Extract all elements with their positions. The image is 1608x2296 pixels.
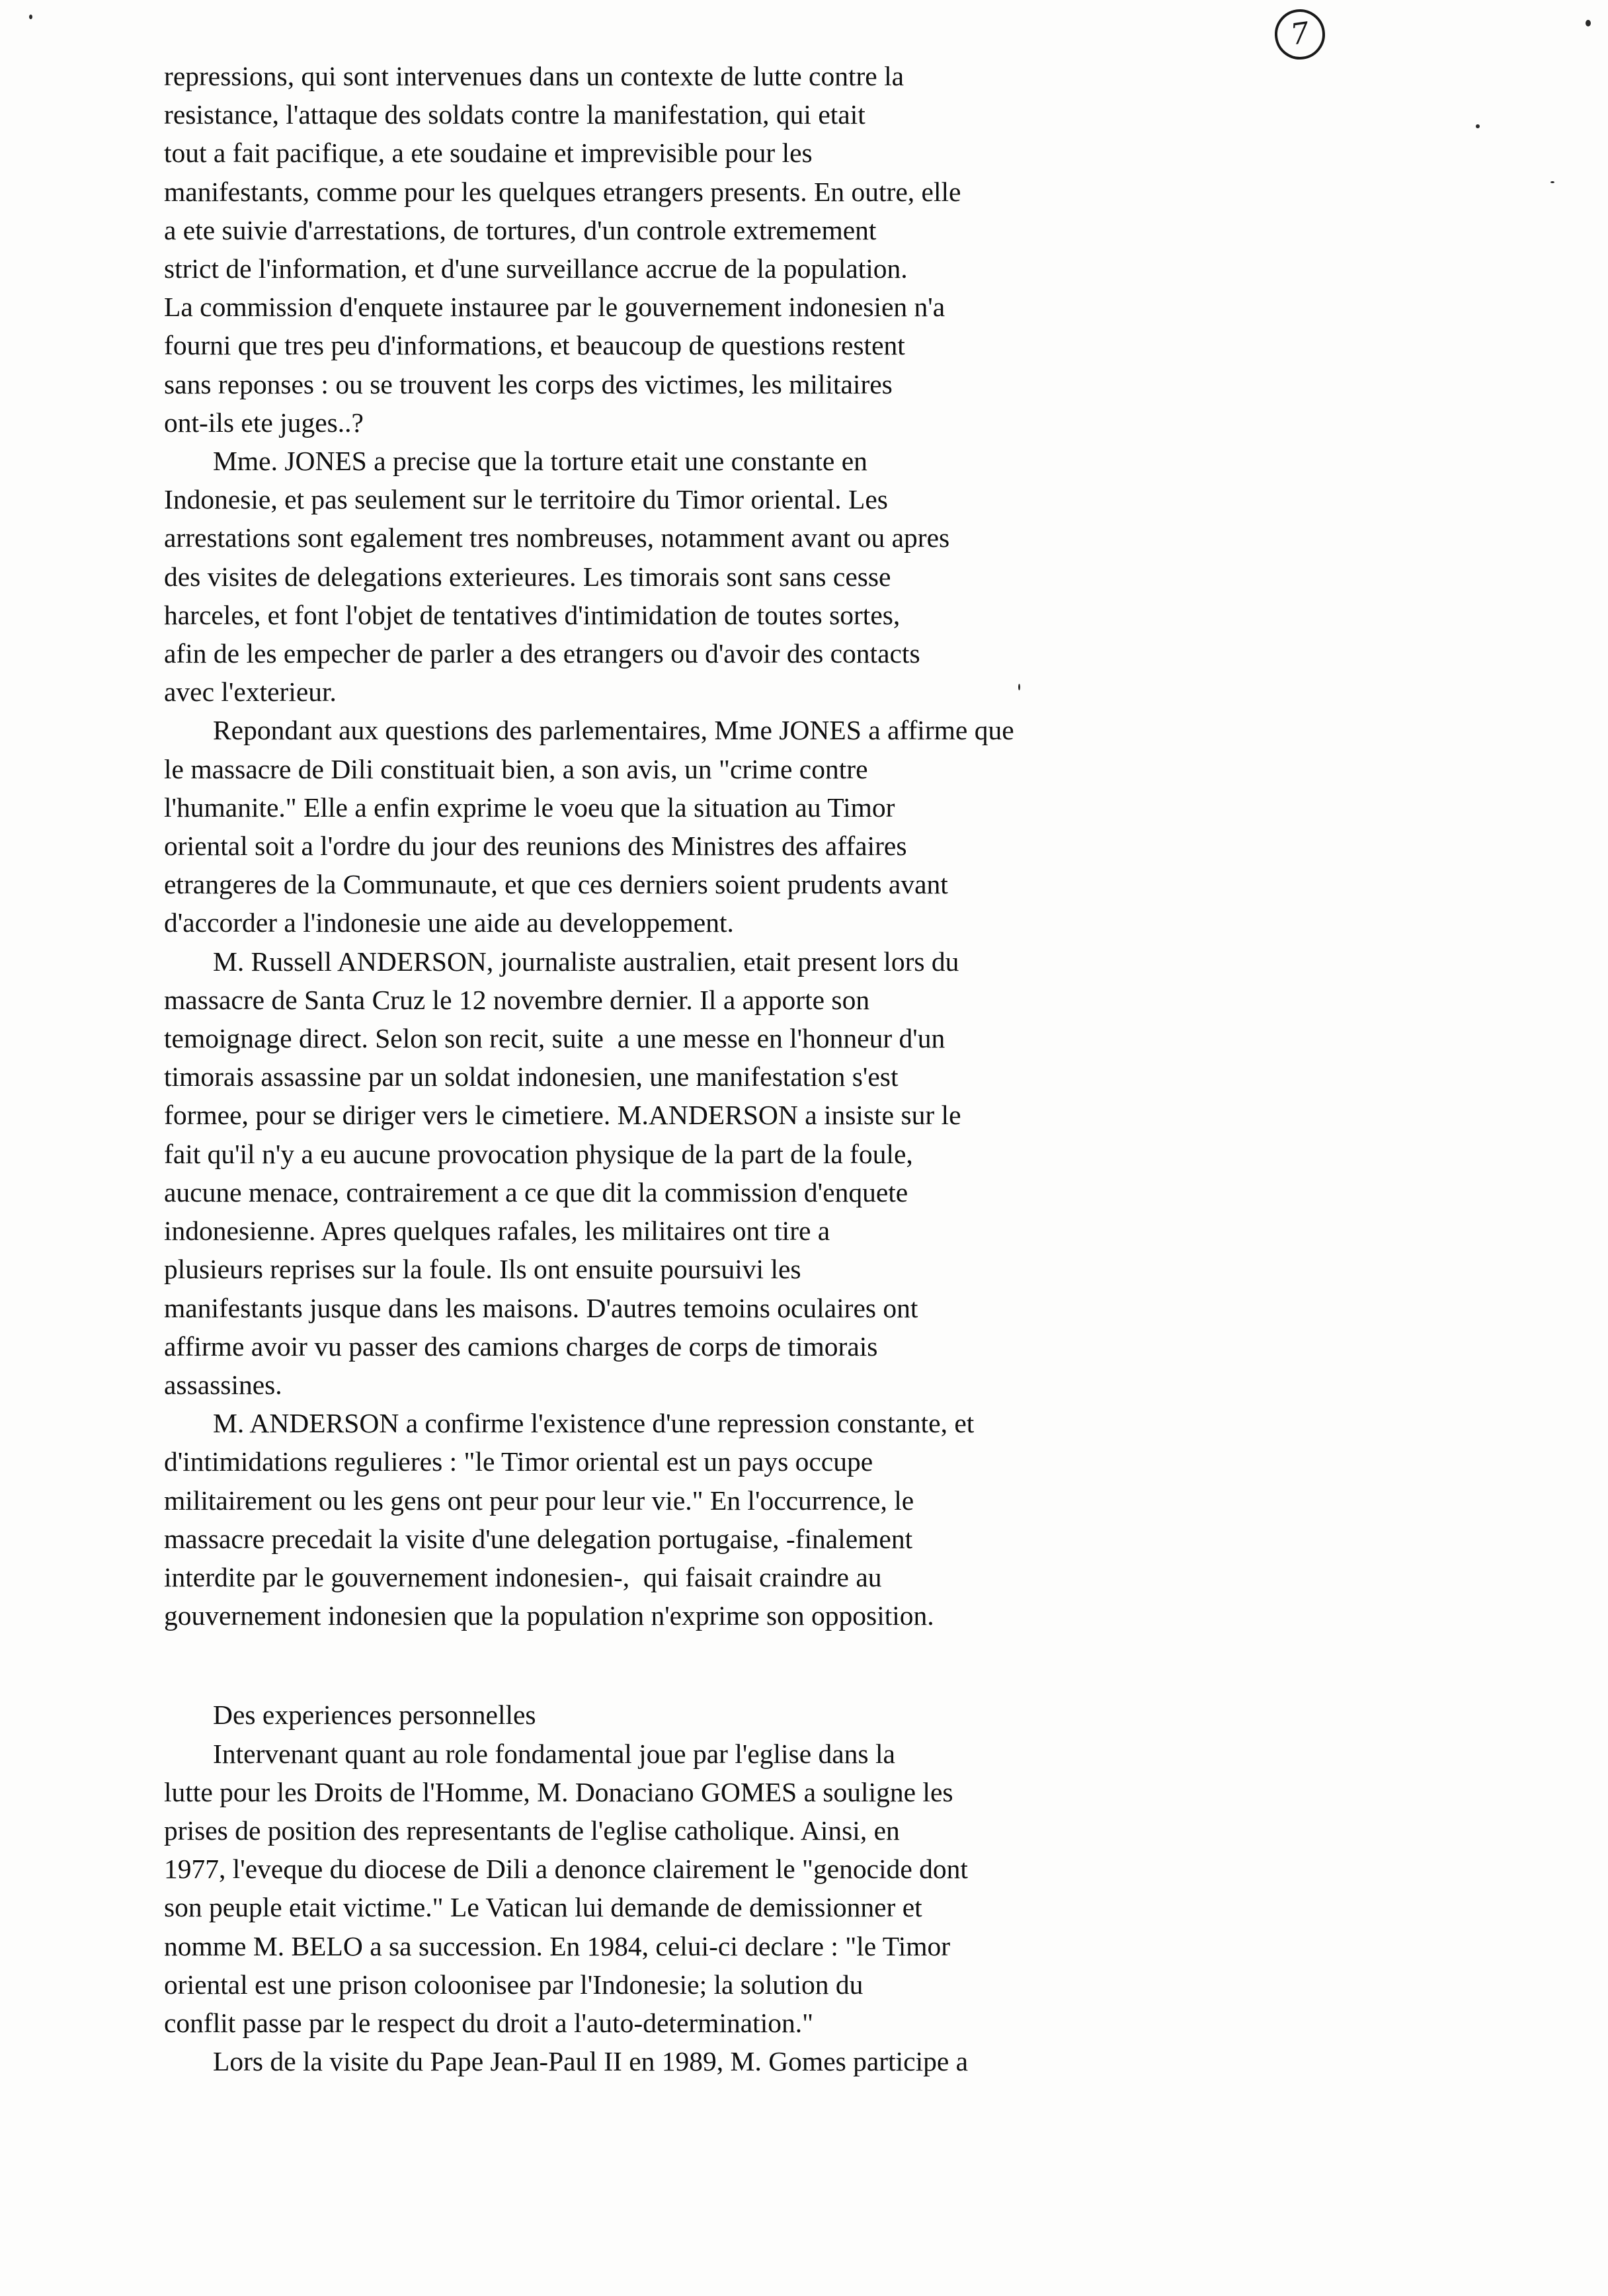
text-line: l'humanite." Elle a enfin exprime le voeu que la situation au Timor xyxy=(164,792,895,823)
text-line: a ete suivie d'arrestations, de tortures, d'un controle extremement xyxy=(164,214,877,245)
text-line: M. Russell ANDERSON, journaliste australien, etait present lors du xyxy=(213,946,959,977)
paragraph xyxy=(164,2042,1433,2080)
text-line: harceles, et font l'objet de tentatives d'intimidation de toutes sortes, xyxy=(164,599,901,630)
text-line: prises de position des representants de l'eglise catholique. Ainsi, en xyxy=(164,1815,900,1846)
text-line: Indonesie, et pas seulement sur le territoire du Timor oriental. Les xyxy=(164,484,888,515)
text-line: gouvernement indonesien que la population n'exprime son opposition. xyxy=(164,1600,934,1631)
paragraph xyxy=(164,711,1433,942)
text-line: le massacre de Dili constituait bien, a son avis, un "crime contre xyxy=(164,753,868,784)
text-line: nomme M. BELO a sa succession. En 1984, celui-ci declare : "le Timor xyxy=(164,1930,951,1961)
page-number: 7 xyxy=(1288,16,1312,52)
text-line: fait qu'il n'y a eu aucune provocation physique de la part de la foule, xyxy=(164,1138,913,1169)
text-line: tout a fait pacifique, a ete soudaine et imprevisible pour les xyxy=(164,138,813,169)
paragraph xyxy=(164,1404,1433,1635)
text-line: massacre de Santa Cruz le 12 novembre dernier. Il a apporte son xyxy=(164,984,870,1015)
text-line: oriental est une prison coloonisee par l'Indonesie; la solution du xyxy=(164,1969,864,2000)
text-line: d'accorder a l'indonesie une aide au developpement. xyxy=(164,907,734,938)
text-line: arrestations sont egalement tres nombreuses, notamment avant ou apres xyxy=(164,522,950,554)
text-line: timorais assassine par un soldat indonesien, une manifestation s'est xyxy=(164,1061,899,1092)
text-line: ont-ils ete juges..? xyxy=(164,407,364,438)
text-line: afin de les empecher de parler a des etrangers ou d'avoir des contacts xyxy=(164,638,920,669)
text-line: avec l'exterieur. xyxy=(164,676,337,708)
text-line: assassines. xyxy=(164,1369,282,1400)
paragraph xyxy=(164,942,1433,1404)
text-line: plusieurs reprises sur la foule. Ils ont ensuite poursuivi les xyxy=(164,1254,801,1285)
text-line: d'intimidations regulieres : "le Timor oriental est un pays occupe xyxy=(164,1446,873,1477)
text-line: La commission d'enquete instauree par le gouvernement indonesien n'a xyxy=(164,292,945,323)
text-line: affirme avoir vu passer des camions charges de corps de timorais xyxy=(164,1331,878,1362)
text-line: aucune menace, contrairement a ce que dit la commission d'enquete xyxy=(164,1176,908,1208)
text-line: interdite par le gouvernement indonesien-, qui faisait craindre au xyxy=(164,1561,882,1592)
text-line: etrangeres de la Communaute, et que ces derniers soient prudents avant xyxy=(164,869,948,900)
document-text xyxy=(164,57,1433,2080)
text-line: son peuple etait victime." Le Vatican lui demande de demissionner et xyxy=(164,1892,922,1923)
scan-speck xyxy=(1586,20,1591,26)
text-line: resistance, l'attaque des soldats contre la manifestation, qui etait xyxy=(164,99,865,130)
text-line: Lors de la visite du Pape Jean-Paul II en 1989, M. Gomes participe a xyxy=(213,2046,969,2077)
text-line: indonesienne. Apres quelques rafales, les militaires ont tire a xyxy=(164,1215,830,1247)
page-number-circle xyxy=(1271,6,1328,63)
scan-speck xyxy=(1476,124,1480,128)
scan-speck xyxy=(1550,181,1554,183)
paragraph xyxy=(164,57,1433,442)
text-line: militairement ou les gens ont peur pour leur vie." En l'occurrence, le xyxy=(164,1485,914,1516)
text-line: temoignage direct. Selon son recit, suite a une messe en l'honneur d'un xyxy=(164,1023,945,1054)
text-line: conflit passe par le respect du droit a l'auto-determination." xyxy=(164,2007,814,2038)
text-line: lutte pour les Droits de l'Homme, M. Donaciano GOMES a souligne les xyxy=(164,1776,953,1807)
text-line: 1977, l'eveque du diocese de Dili a denonce clairement le "genocide dont xyxy=(164,1854,968,1885)
text-line: Repondant aux questions des parlementaires, Mme JONES a affirme que xyxy=(213,715,1014,746)
text-line: strict de l'information, et d'une surveillance accrue de la population. xyxy=(164,253,908,284)
text-line: repressions, qui sont intervenues dans un contexte de lutte contre la xyxy=(164,61,904,91)
section-gap xyxy=(164,1635,1433,1696)
text-line: oriental soit a l'ordre du jour des reunions des Ministres des affaires xyxy=(164,831,907,862)
text-line: manifestants jusque dans les maisons. D'autres temoins oculaires ont xyxy=(164,1292,918,1323)
section xyxy=(164,1696,1433,2080)
text-line: Mme. JONES a precise que la torture etait une constante en xyxy=(213,446,867,477)
text-line: sans reponses : ou se trouvent les corps des victimes, les militaires xyxy=(164,368,893,399)
text-line: fourni que tres peu d'informations, et beaucoup de questions restent xyxy=(164,330,905,361)
text-line: massacre precedait la visite d'une delegation portugaise, -finalement xyxy=(164,1523,913,1554)
text-line: manifestants, comme pour les quelques etrangers presents. En outre, elle xyxy=(164,176,961,207)
scan-speck xyxy=(29,15,32,19)
paragraph xyxy=(164,442,1433,711)
section-heading: Des experiences personnelles xyxy=(213,1700,536,1731)
text-line: des visites de delegations exterieures. Les timorais sont sans cesse xyxy=(164,561,891,592)
text-line: Intervenant quant au role fondamental joue par l'eglise dans la xyxy=(213,1738,895,1769)
paragraph xyxy=(164,1735,1433,2043)
text-line: M. ANDERSON a confirme l'existence d'une repression constante, et xyxy=(213,1408,975,1439)
text-line: formee, pour se diriger vers le cimetiere. M.ANDERSON a insiste sur le xyxy=(164,1100,961,1131)
